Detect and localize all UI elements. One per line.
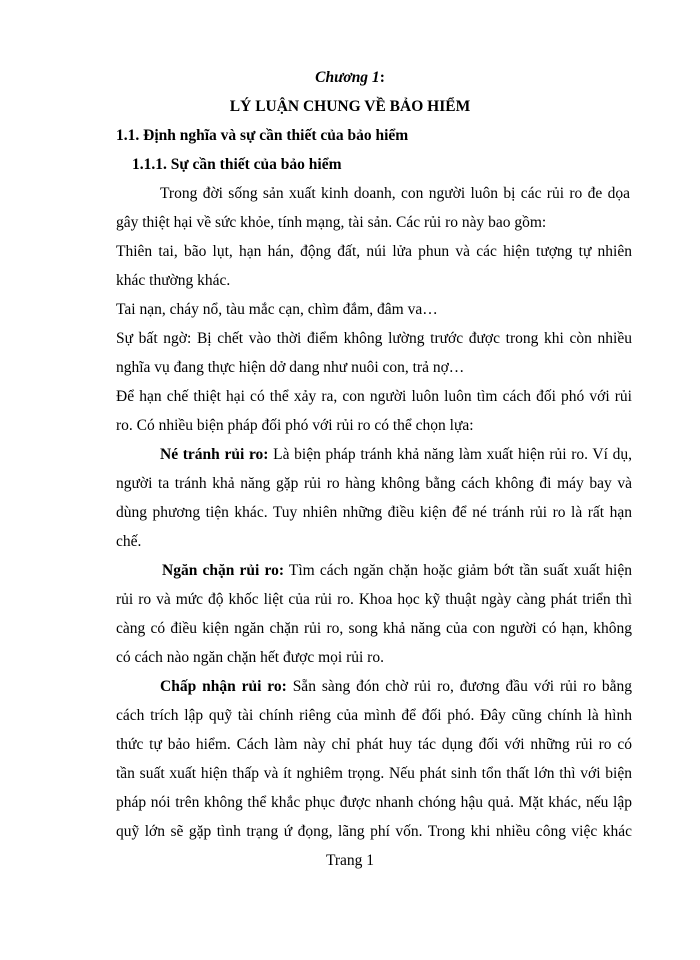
avoid-line-4: chế. <box>116 533 142 550</box>
page-footer: Trang 1 <box>325 852 375 869</box>
chapter-title: LÝ LUẬN CHUNG VỀ BẢO HIỂM <box>229 98 471 115</box>
prevent-line-2: rủi ro và mức độ khốc liệt của rủi ro. Khoa học kỹ thuật ngày càng phát triển thì <box>116 591 632 608</box>
limit-line-1: Để hạn chế thiệt hại có thể xảy ra, con người luôn luôn tìm cách đối phó với rủi <box>116 388 632 405</box>
accept-line-6: quỹ lớn sẽ gặp tình trạng ứ đọng, lãng phí vốn. Trong khi nhiều công việc khác <box>116 823 632 840</box>
intro-line-1: Trong đời sống sản xuất kinh doanh, con người luôn bị các rủi ro đe dọa <box>160 185 630 202</box>
prevent-line-4: có cách nào ngăn chặn hết được mọi rủi ro. <box>116 649 384 666</box>
intro-line-2: gây thiệt hại về sức khỏe, tính mạng, tài sản. Các rủi ro này bao gồm: <box>116 214 547 231</box>
heading-1-1-1: 1.1.1. Sự cần thiết của bảo hiểm <box>132 156 342 173</box>
unexpected-line-2: nghĩa vụ đang thực hiện dở dang như nuôi con, trả nợ… <box>116 359 465 376</box>
accept-line-3: thức tự bảo hiểm. Cách làm này chỉ phát huy tác dụng đối với những rủi ro có <box>116 736 632 753</box>
avoid-line-1: Né tránh rủi ro: Là biện pháp tránh khả năng làm xuất hiện rủi ro. Ví dụ, <box>160 446 632 463</box>
heading-1-1: 1.1. Định nghĩa và sự cần thiết của bảo hiểm <box>116 127 409 144</box>
accept-line-2: cách trích lập quỹ tài chính riêng của mình để đối phó. Đây cũng chính là hình <box>116 707 632 724</box>
unexpected-line-1: Sự bất ngờ: Bị chết vào thời điểm không lường trước được trong khi còn nhiều <box>116 330 632 347</box>
natural-line-1: Thiên tai, bão lụt, hạn hán, động đất, núi lửa phun và các hiện tượng tự nhiên <box>116 243 632 260</box>
chapter-label: Chương 1: <box>315 69 385 86</box>
accept-line-1: Chấp nhận rủi ro: Sẵn sàng đón chờ rủi ro, đương đầu với rủi ro bằng <box>160 678 632 695</box>
accept-term: Chấp nhận rủi ro: <box>160 678 287 695</box>
accident-line: Tai nạn, cháy nổ, tàu mắc cạn, chìm đắm, đâm va… <box>116 301 438 318</box>
avoid-line-3: dùng phương tiện khác. Tuy nhiên những điều kiện để né tránh rủi ro là rất hạn <box>116 504 632 521</box>
prevent-term: Ngăn chặn rủi ro: <box>162 562 285 579</box>
avoid-term: Né tránh rủi ro: <box>160 446 269 463</box>
natural-line-2: khác thường khác. <box>116 272 231 289</box>
prevent-line-3: càng có điều kiện ngăn chặn rủi ro, song khả năng của con người có hạn, không <box>116 620 632 637</box>
limit-line-2: ro. Có nhiều biện pháp đối phó với rủi ro có thể chọn lựa: <box>116 417 474 434</box>
accept-line-4: tần suất xuất hiện thấp và ít nghiêm trọng. Nếu phát sinh tổn thất lớn thì với biện <box>116 765 632 782</box>
avoid-line-2: người ta tránh khả năng gặp rủi ro hàng không bằng cách không đi máy bay và <box>116 475 632 492</box>
prevent-line-1: Ngăn chặn rủi ro: Tìm cách ngăn chặn hoặc giảm bớt tần suất xuất hiện <box>162 562 632 579</box>
accept-line-5: pháp nói trên không thể khắc phục được nhanh chóng hậu quả. Mặt khác, nếu lập <box>116 794 632 811</box>
